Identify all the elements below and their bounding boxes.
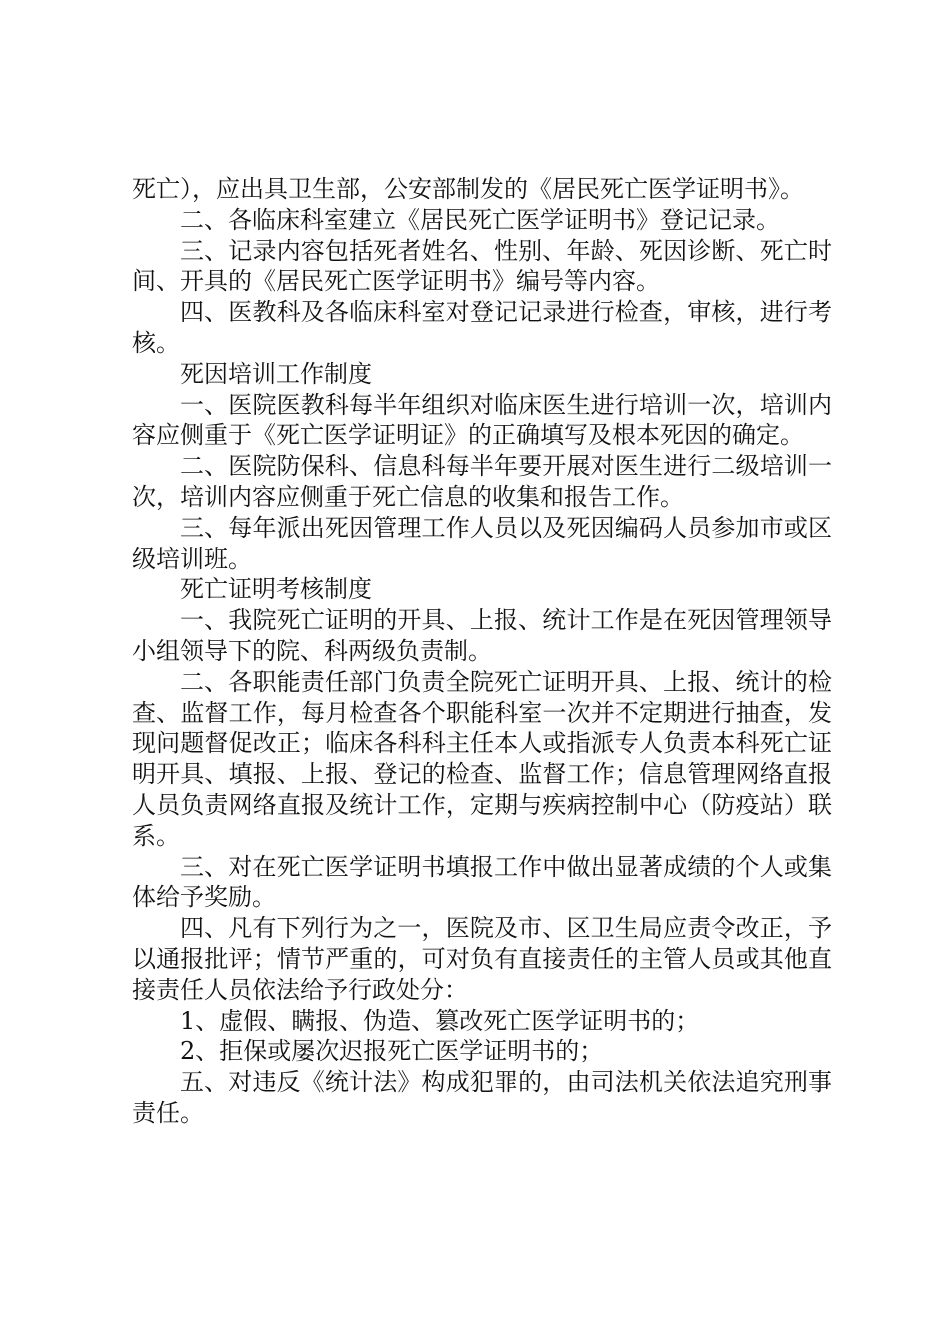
list-item-2: 2、拒保或屡次迟报死亡医学证明书的； (180, 1037, 604, 1066)
paragraph-audit: 四、医教科及各临床科室对登记记录进行检查，审核，进行考核。 (132, 298, 832, 357)
paragraph-continuation: 死亡），应出具卫生部，公安部制发的《居民死亡医学证明书》。 (132, 175, 804, 203)
paragraph-training-1: 一、医院医教科每半年组织对临床医生进行培训一次，培训内容应侧重于《死亡医学证明证》的正确填写及根本死因的确定。 (132, 390, 832, 450)
paragraph-assessment-4: 四、凡有下列行为之一，医院及市、区卫生局应责令改正，予以通报批评；情节严重的，可对负有直接责任的主管人员或其他直接责任人员依法给予行政处分： (132, 914, 832, 1004)
section-heading-assessment: 死亡证明考核制度 (180, 575, 372, 604)
section-heading-training: 死因培训工作制度 (180, 359, 372, 388)
paragraph-assessment-5: 五、对违反《统计法》构成犯罪的，由司法机关依法追究刑事责任。 (132, 1068, 832, 1127)
paragraph-assessment-1: 一、我院死亡证明的开具、上报、统计工作是在死因管理领导小组领导下的院、科两级负责制。 (132, 606, 832, 665)
paragraph-assessment-2: 二、各职能责任部门负责全院死亡证明开具、上报、统计的检查、监督工作，每月检查各个职能科室一次并不定期进行抽查，发现问题督促改正；临床各科科主任本人或指派专人负责本科死亡证明开具、填报、上报、登记的检查、监督工作；信息管理网络直报人员负责网络直报及统计工作，定期与疾病控制中心（防疫站）联系。 (132, 667, 832, 850)
paragraph-training-2: 二、医院防保科、信息科每半年要开展对医生进行二级培训一次，培训内容应侧重于死亡信息的收集和报告工作。 (132, 452, 832, 511)
paragraph-assessment-3: 三、对在死亡医学证明书填报工作中做出显著成绩的个人或集体给予奖励。 (132, 852, 832, 912)
paragraph-register-record: 二、各临床科室建立《居民死亡医学证明书》登记记录。 (180, 205, 780, 234)
paragraph-record-content: 三、记录内容包括死者姓名、性别、年龄、死因诊断、死亡时间、开具的《居民死亡医学证明书》编号等内容。 (132, 236, 832, 296)
list-item-1: 1、虚假、瞒报、伪造、篡改死亡医学证明书的； (180, 1006, 700, 1035)
document-page (132, 174, 832, 1129)
paragraph-training-3: 三、每年派出死因管理工作人员以及死因编码人员参加市或区级培训班。 (132, 513, 832, 573)
